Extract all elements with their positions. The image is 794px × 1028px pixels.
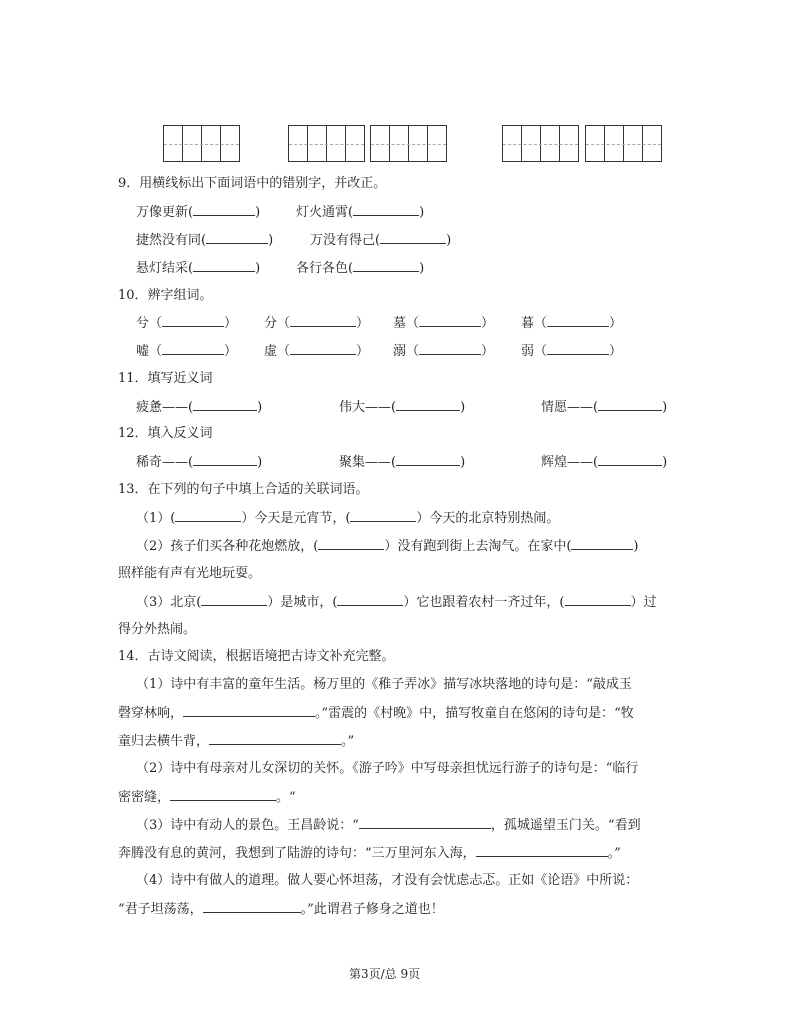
q10-char: 溺（ <box>393 344 420 359</box>
answer-blank[interactable] <box>359 816 491 829</box>
answer-blank[interactable] <box>193 203 255 216</box>
answer-blank[interactable] <box>476 844 608 857</box>
q14-p3a <box>136 816 641 835</box>
q14-p4a: （4）诗中有做人的道理。做人要心怀坦荡，才没有会忧虑忐忑。正如《论语》中所说： <box>136 873 639 888</box>
q13-text: （1）( <box>136 511 176 526</box>
paren: ) <box>255 261 261 276</box>
q10-row2-b <box>264 342 369 361</box>
answer-blank[interactable] <box>396 398 460 411</box>
q9-row-2 <box>136 231 273 250</box>
writing-grid-4 <box>502 125 579 162</box>
q10-char: 墓（ <box>393 316 420 331</box>
q9-title: 9．用横线标出下面词语中的错别字，并改正。 <box>118 176 387 191</box>
q13-text: （3）北京( <box>136 595 202 610</box>
q14-p1a: （1）诗中有丰富的童年生活。杨万里的《稚子弄冰》描写冰块落地的诗句是：“敲成玉 <box>136 677 632 692</box>
q10-row1-c <box>393 314 494 333</box>
q9-item-1: 万像更新( <box>136 205 194 220</box>
answer-blank[interactable] <box>380 231 446 244</box>
q9-row-1 <box>136 203 260 222</box>
paren: ) <box>460 455 466 470</box>
writing-grid-2 <box>288 125 365 162</box>
q12-title: 12．填入反义词 <box>118 426 213 441</box>
q14-text: 磬穿林响， <box>118 706 184 721</box>
q13-text: ）它也跟着农村一齐过年，( <box>403 595 565 610</box>
q13-sentence-3b: 得分外热闹。 <box>118 622 197 637</box>
q13-text: ）是城市，( <box>267 595 338 610</box>
q10-row1-a <box>136 314 237 333</box>
q9-row-3 <box>136 259 260 278</box>
q10-char: 暮（ <box>521 316 548 331</box>
paren: ) <box>446 233 452 248</box>
q11-title: 11．填写近义词 <box>118 371 213 386</box>
answer-blank[interactable] <box>565 593 631 606</box>
paren: ） <box>356 344 370 359</box>
q14-text: “君子坦荡荡， <box>118 902 203 917</box>
q13-text: （2）孩子们买各种花炮燃放，( <box>136 539 319 554</box>
q14-p4b <box>118 900 444 919</box>
answer-blank[interactable] <box>162 314 224 327</box>
q14-text: ，孤城遥望玉门关。“看到 <box>490 818 641 833</box>
paren: ） <box>609 316 623 331</box>
paren: ) <box>419 205 425 220</box>
answer-blank[interactable] <box>290 342 356 355</box>
paren: ） <box>609 344 623 359</box>
paren: ) <box>257 455 263 470</box>
answer-blank[interactable] <box>201 593 267 606</box>
q14-text: 奔腾没有息的黄河，我想到了陆游的诗句：“三万里河东入海， <box>118 846 476 861</box>
q11-word: 疲惫——( <box>136 400 194 415</box>
paren: ) <box>255 205 261 220</box>
q9-item-3: 捷然没有同( <box>136 233 207 248</box>
answer-blank[interactable] <box>193 259 255 272</box>
q10-char: 分（ <box>264 316 291 331</box>
answer-blank[interactable] <box>183 704 315 717</box>
paren: ) <box>268 233 274 248</box>
q13-sentence-2a <box>136 537 639 556</box>
q9-item-6: 各行各色( <box>296 261 354 276</box>
q14-title: 14．古诗文阅读，根据语境把古诗文补充完整。 <box>118 649 395 664</box>
q14-p2a: （2）诗中有母亲对儿女深切的关怀。《游子吟》中写母亲担忧远行游子的诗句是：“临行 <box>136 761 639 776</box>
q10-char: 嘘（ <box>136 344 163 359</box>
paren: ) <box>662 400 668 415</box>
answer-blank[interactable] <box>571 537 633 550</box>
q12-word: 聚集——( <box>339 455 397 470</box>
q10-char: 兮（ <box>136 316 163 331</box>
answer-blank[interactable] <box>206 231 268 244</box>
q14-text: 童归去横牛背， <box>118 734 210 749</box>
q10-row1-b <box>264 314 369 333</box>
q12-word: 稀奇——( <box>136 455 194 470</box>
q9-item-4: 万没有得己( <box>310 233 381 248</box>
q13-text: ）过 <box>630 595 657 610</box>
answer-blank[interactable] <box>318 537 384 550</box>
answer-blank[interactable] <box>193 398 257 411</box>
q10-row2-d <box>521 342 622 361</box>
q13-text: ）没有跑到街上去淘气。在家中( <box>384 539 572 554</box>
answer-blank[interactable] <box>353 259 419 272</box>
answer-blank[interactable] <box>598 398 662 411</box>
q14-text: 密密缝， <box>118 790 171 805</box>
answer-blank[interactable] <box>419 314 481 327</box>
answer-blank[interactable] <box>203 900 301 913</box>
q11-item-3 <box>541 398 667 417</box>
q9-row-3b <box>296 259 424 278</box>
paren: ） <box>224 316 238 331</box>
q10-title: 10．辨字组词。 <box>118 288 213 303</box>
q14-text: （3）诗中有动人的景色。王昌龄说：“ <box>136 818 359 833</box>
paren: ) <box>257 400 263 415</box>
answer-blank[interactable] <box>350 509 416 522</box>
writing-grid-3 <box>370 125 447 162</box>
answer-blank[interactable] <box>547 314 609 327</box>
answer-blank[interactable] <box>290 314 356 327</box>
writing-grid-1 <box>163 125 240 162</box>
q10-char: 虚（ <box>264 344 291 359</box>
page-number: 第3页/总 9页 <box>349 967 421 981</box>
q11-item-2 <box>339 398 465 417</box>
answer-blank[interactable] <box>162 342 224 355</box>
q13-text: ）今天的北京特别热闹。 <box>416 511 560 526</box>
q14-p2b <box>118 788 296 807</box>
q13-sentence-2b: 照样能有声有光地玩耍。 <box>118 566 262 581</box>
answer-blank[interactable] <box>353 203 419 216</box>
q9-row-2b <box>310 231 451 250</box>
q12-item-3 <box>541 453 667 472</box>
q10-row2-c <box>393 342 494 361</box>
q13-title: 13．在下列的句子中填上合适的关联词语。 <box>118 482 369 497</box>
paren: ) <box>419 261 425 276</box>
answer-blank[interactable] <box>396 453 460 466</box>
answer-blank[interactable] <box>419 342 481 355</box>
answer-blank[interactable] <box>193 453 257 466</box>
q13-sentence-1 <box>136 509 559 528</box>
q14-p1c <box>118 732 354 751</box>
answer-blank[interactable] <box>337 593 403 606</box>
q11-word: 情愿——( <box>541 400 599 415</box>
q14-text: 。“ <box>276 790 296 805</box>
q13-sentence-3a <box>136 593 657 612</box>
q9-item-5: 悬灯结采( <box>136 261 194 276</box>
q14-text: 。”雷震的《村晚》中，描写牧童自在悠闲的诗句是：“牧 <box>315 706 634 721</box>
paren: ） <box>224 344 238 359</box>
answer-blank[interactable] <box>547 342 609 355</box>
q14-p1b <box>118 704 634 723</box>
q10-row2-a <box>136 342 237 361</box>
q11-word: 伟大——( <box>339 400 397 415</box>
q14-text: 。” <box>341 734 355 749</box>
q9-row-1b <box>296 203 424 222</box>
q10-char: 弱（ <box>521 344 548 359</box>
answer-blank[interactable] <box>598 453 662 466</box>
q12-word: 辉煌——( <box>541 455 599 470</box>
paren: ) <box>460 400 466 415</box>
answer-blank[interactable] <box>175 509 241 522</box>
answer-blank[interactable] <box>170 788 276 801</box>
answer-blank[interactable] <box>209 732 341 745</box>
q12-item-2 <box>339 453 465 472</box>
q13-text: ）今天是元宵节，( <box>241 511 351 526</box>
q14-text: 。” <box>607 846 621 861</box>
q9-item-2: 灯火通霄( <box>296 205 354 220</box>
q14-text: 。”此谓君子修身之道也！ <box>300 902 444 917</box>
q12-item-1 <box>136 453 262 472</box>
paren: ） <box>481 316 495 331</box>
writing-grid-5 <box>585 125 662 162</box>
paren: ） <box>481 344 495 359</box>
q11-item-1 <box>136 398 262 417</box>
q13-text: ) <box>633 539 639 554</box>
q14-p3b <box>118 844 621 863</box>
paren: ） <box>356 316 370 331</box>
paren: ) <box>662 455 668 470</box>
q10-row1-d <box>521 314 622 333</box>
